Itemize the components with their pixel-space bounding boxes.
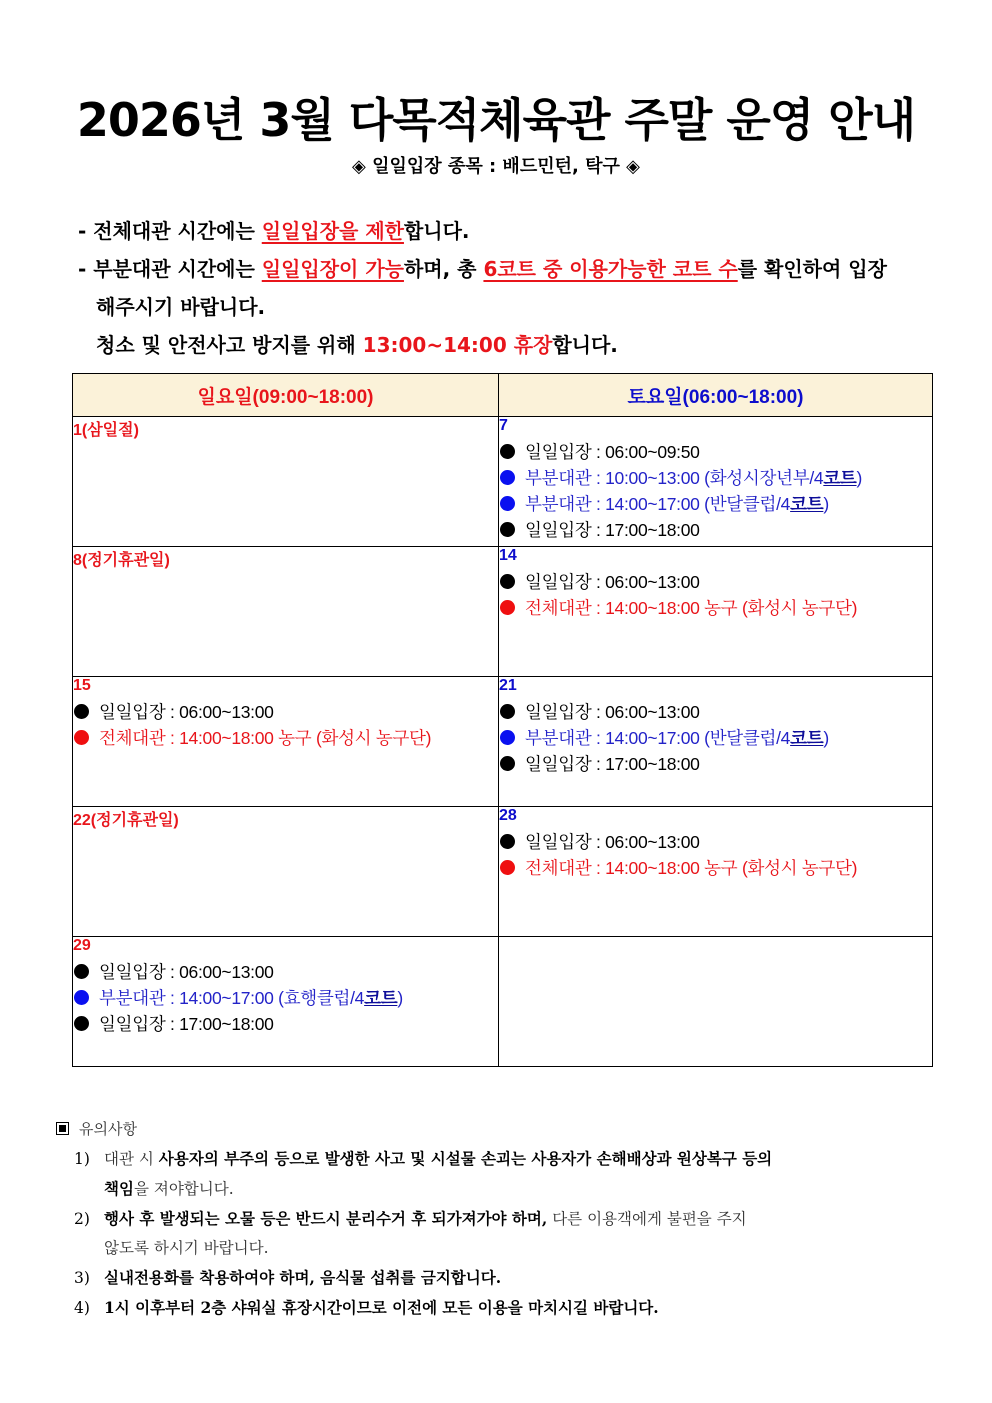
bullet-dot-icon xyxy=(500,860,515,875)
intro-line-1 xyxy=(78,215,470,244)
note-item-3 xyxy=(56,1263,956,1293)
intro-line-3: 해주시기 바랍니다. xyxy=(96,295,266,319)
subtitle: ◈ 일일입장 종목 : 배드민턴, 탁구 ◈ xyxy=(352,156,640,177)
page-title: 2026년 3월 다목적체육관 주말 운영 안내 xyxy=(76,93,916,147)
schedule-event xyxy=(73,699,498,725)
schedule-event xyxy=(499,517,932,543)
event-label: 일일입장 : 17:00~18:00 xyxy=(525,754,700,774)
intro-text: - 부분대관 시간에는 xyxy=(78,257,262,281)
event-label: 일일입장 : 06:00~13:00 xyxy=(525,832,700,852)
notes-section xyxy=(56,1118,956,1323)
schedule-event xyxy=(499,699,932,725)
table-row xyxy=(73,677,933,807)
sunday-cell xyxy=(73,937,499,1067)
day-number: 1(삼일절) xyxy=(73,422,139,439)
bullet-dot-icon xyxy=(74,990,89,1005)
note-number: 2) xyxy=(74,1210,90,1228)
square-bullet-icon xyxy=(56,1122,69,1135)
event-label: 일일입장 : 17:00~18:00 xyxy=(99,1014,274,1034)
table-body xyxy=(73,417,933,1067)
sunday-cell xyxy=(73,807,499,937)
schedule-event xyxy=(499,569,932,595)
bullet-dot-icon xyxy=(500,756,515,771)
day-number: 28 xyxy=(499,807,517,824)
sunday-cell xyxy=(73,677,499,807)
intro-highlight: 6코트 중 이용가능한 코트 수 xyxy=(483,257,738,281)
note-text-bold: 1시 이후부터 2층 샤워실 휴장시간이므로 이전에 모든 이용을 마치시길 바랍니다. xyxy=(104,1298,659,1317)
table-row xyxy=(73,807,933,937)
event-label: 일일입장 : 06:00~13:00 xyxy=(525,702,700,722)
note-text: 을 져야합니다. xyxy=(133,1180,234,1198)
table-header-row xyxy=(73,374,933,417)
saturday-cell xyxy=(499,807,933,937)
schedule-event xyxy=(499,465,932,491)
bullet-dot-icon xyxy=(74,964,89,979)
court-label: 코트 xyxy=(790,728,824,748)
intro-text: 청소 및 안전사고 방지를 위해 xyxy=(96,333,363,357)
schedule-event xyxy=(499,725,932,751)
court-label: 코트 xyxy=(823,468,857,488)
note-text: 않도록 하시기 바랍니다. xyxy=(104,1239,269,1257)
note-text-bold: 책임 xyxy=(104,1179,134,1198)
note-text-bold: 실내전용화를 착용하여야 하며, 음식물 섭취를 금지합니다. xyxy=(104,1268,502,1287)
event-label: 부분대관 : 14:00~17:00 (반달클럽/4 xyxy=(525,728,791,748)
bullet-dot-icon xyxy=(74,1016,89,1031)
saturday-cell xyxy=(499,417,933,547)
note-text: 대관 시 xyxy=(104,1150,159,1168)
bullet-dot-icon xyxy=(500,444,515,459)
intro-text: 하며, 총 xyxy=(403,257,484,281)
event-label: 부분대관 : 14:00~17:00 (효행클럽/4 xyxy=(99,988,365,1008)
bullet-dot-icon xyxy=(500,470,515,485)
saturday-cell xyxy=(499,677,933,807)
note-text: 다른 이용객에게 불편을 주지 xyxy=(547,1210,747,1228)
note-text-bold: 사용자의 부주의 등으로 발생한 사고 및 시설물 손괴는 사용자가 손해배상과 원상복구 등의 xyxy=(158,1149,773,1168)
event-label: 전체대관 : 14:00~18:00 농구 (화성시 농구단) xyxy=(99,728,432,748)
day-number: 14 xyxy=(499,547,517,564)
schedule-event xyxy=(499,439,932,465)
sunday-cell xyxy=(73,417,499,547)
schedule-event xyxy=(73,959,498,985)
table-row xyxy=(73,417,933,547)
event-label: 일일입장 : 06:00~13:00 xyxy=(99,962,274,982)
close-paren: ) xyxy=(856,468,863,488)
schedule-event xyxy=(499,751,932,777)
event-label: 부분대관 : 10:00~13:00 (화성시장년부/4 xyxy=(525,468,824,488)
close-paren: ) xyxy=(397,988,403,1008)
table-row xyxy=(73,937,933,1067)
intro-highlight: 일일입장이 가능 xyxy=(261,257,404,281)
event-label: 부분대관 : 14:00~17:00 (반달클럽/4 xyxy=(525,494,791,514)
schedule-event xyxy=(73,985,498,1011)
close-paren: ) xyxy=(823,728,829,748)
bullet-dot-icon xyxy=(500,522,515,537)
bullet-dot-icon xyxy=(500,834,515,849)
intro-line-2 xyxy=(78,253,887,282)
note-item-2 xyxy=(56,1204,956,1263)
event-label: 일일입장 : 06:00~13:00 xyxy=(99,702,274,722)
saturday-cell xyxy=(499,547,933,677)
bullet-dot-icon xyxy=(500,496,515,511)
intro-text: 합니다. xyxy=(403,219,470,243)
intro-highlight: 일일입장을 제한 xyxy=(261,219,404,243)
event-label: 일일입장 : 06:00~09:50 xyxy=(525,442,700,462)
sunday-header: 일요일(09:00~18:00) xyxy=(73,374,499,417)
day-number: 15 xyxy=(73,677,91,694)
schedule-event xyxy=(499,595,932,621)
saturday-header: 토요일(06:00~18:00) xyxy=(499,374,933,417)
saturday-cell xyxy=(499,937,933,1067)
notes-heading xyxy=(56,1118,956,1144)
event-label: 전체대관 : 14:00~18:00 농구 (화성시 농구단) xyxy=(525,598,858,618)
schedule-event xyxy=(73,725,498,751)
note-text-bold: 행사 후 발생되는 오물 등은 반드시 분리수거 후 되가져가야 하며, xyxy=(104,1209,548,1228)
event-label: 전체대관 : 14:00~18:00 농구 (화성시 농구단) xyxy=(525,858,858,878)
day-number: 21 xyxy=(499,677,517,694)
schedule-event xyxy=(499,855,932,881)
bullet-dot-icon xyxy=(500,574,515,589)
note-item-1 xyxy=(56,1144,956,1204)
court-label: 코트 xyxy=(790,494,824,514)
court-label: 코트 xyxy=(364,988,398,1008)
note-number: 1) xyxy=(74,1150,90,1168)
day-number: 7 xyxy=(499,417,508,434)
sunday-cell xyxy=(73,547,499,677)
notes-heading-text: 유의사항 xyxy=(79,1120,137,1138)
event-label: 일일입장 : 06:00~13:00 xyxy=(525,572,700,592)
note-item-4 xyxy=(56,1293,956,1323)
schedule-table xyxy=(72,373,933,1067)
bullet-dot-icon xyxy=(500,600,515,615)
intro-text: 합니다. xyxy=(552,333,618,357)
bullet-dot-icon xyxy=(74,704,89,719)
intro-highlight: 13:00~14:00 휴장 xyxy=(362,333,553,357)
day-number: 29 xyxy=(73,937,91,954)
intro-text: 를 확인하여 입장 xyxy=(737,257,887,281)
bullet-dot-icon xyxy=(500,730,515,745)
bullet-dot-icon xyxy=(74,730,89,745)
day-number: 22(정기휴관일) xyxy=(73,812,179,829)
bullet-dot-icon xyxy=(500,704,515,719)
intro-line-4 xyxy=(96,329,618,358)
event-label: 일일입장 : 17:00~18:00 xyxy=(525,520,700,540)
note-number: 3) xyxy=(74,1269,90,1287)
schedule-event xyxy=(499,491,932,517)
table-row xyxy=(73,547,933,677)
day-number: 8(정기휴관일) xyxy=(73,552,170,569)
intro-text: - 전체대관 시간에는 xyxy=(78,219,262,243)
schedule-event xyxy=(73,1011,498,1037)
note-number: 4) xyxy=(74,1299,90,1317)
close-paren: ) xyxy=(823,494,829,514)
schedule-event xyxy=(499,829,932,855)
